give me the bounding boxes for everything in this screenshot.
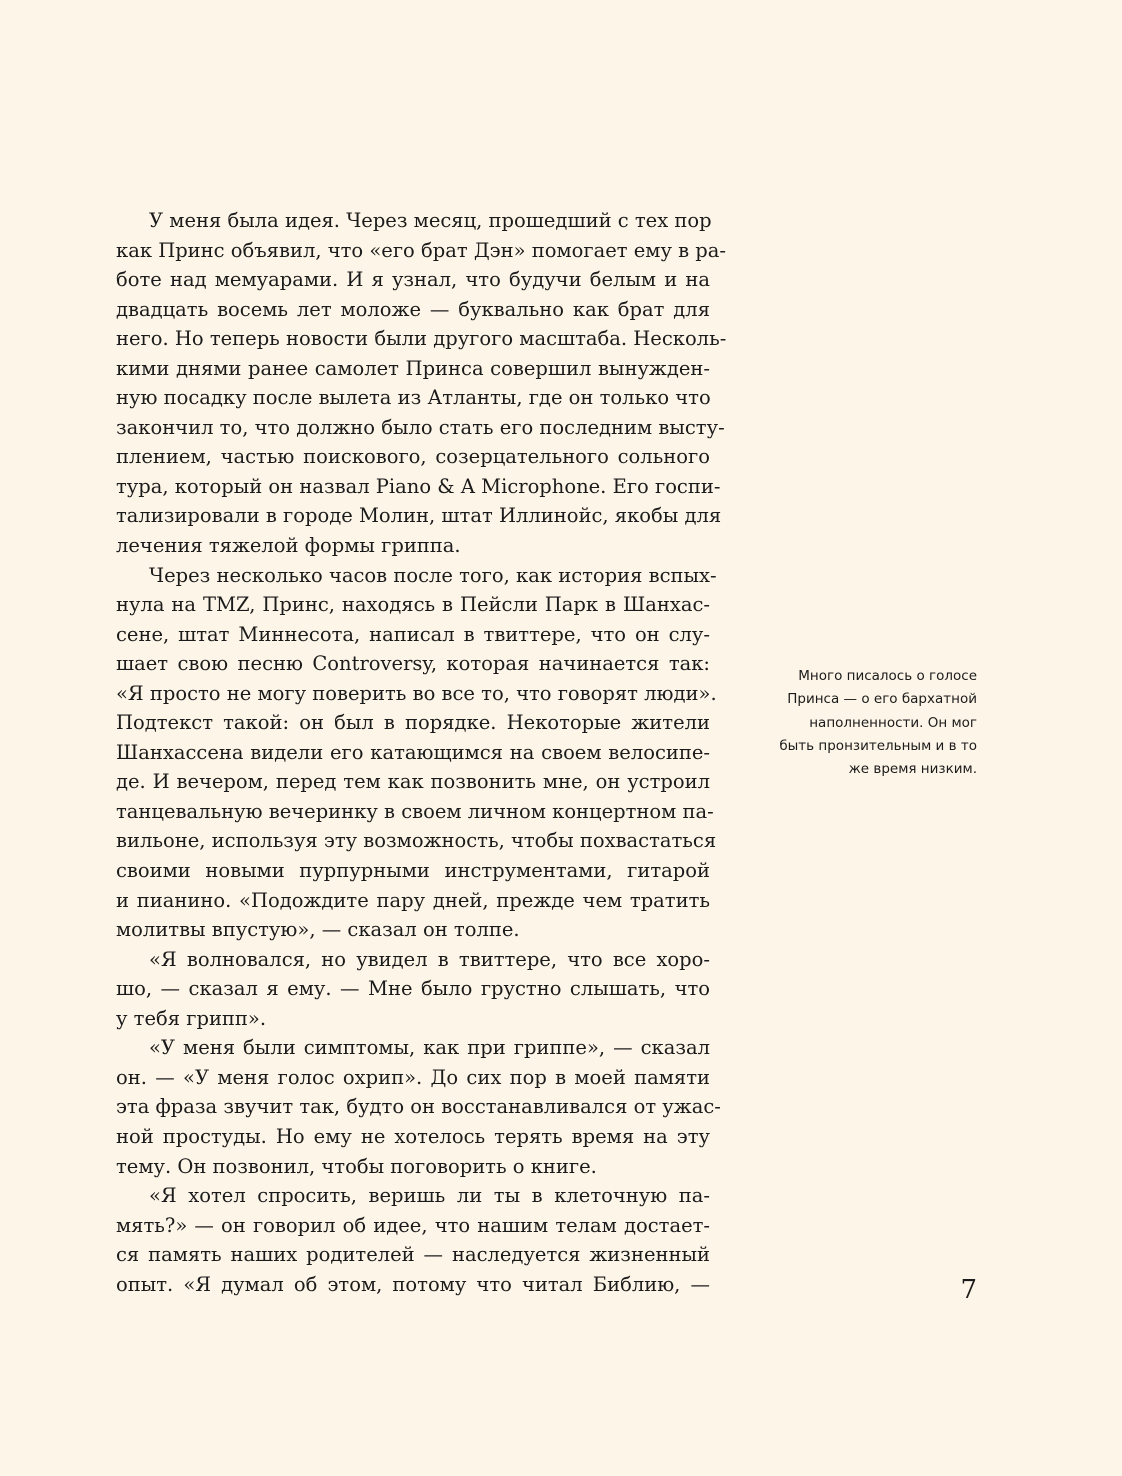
text-line: боте над мемуарами. И я узнал, что будучи белым и на bbox=[116, 268, 710, 292]
paragraph bbox=[116, 206, 727, 561]
text-line: как Принс объявил, что «его брат Дэн» помогает ему в ра- bbox=[116, 238, 726, 262]
paragraph bbox=[116, 945, 710, 1034]
text-line: него. Но теперь новости были другого масштаба. Несколь- bbox=[116, 327, 727, 351]
margin-note bbox=[740, 665, 977, 781]
paragraph bbox=[116, 561, 717, 945]
text-line: лечения тяжелой формы гриппа. bbox=[116, 534, 461, 558]
margin-note-line: Много писалось о голосе bbox=[798, 668, 977, 684]
text-line: сене, штат Миннесота, написал в твиттере, что он слу- bbox=[116, 622, 710, 646]
paragraph bbox=[116, 1181, 710, 1299]
text-line: «Я хотел спросить, веришь ли ты в клеточную па- bbox=[149, 1184, 710, 1208]
text-line: вильоне, используя эту возможность, чтобы похвастаться bbox=[116, 829, 717, 853]
text-line: тему. Он позвонил, чтобы поговорить о книге. bbox=[116, 1154, 597, 1178]
text-line: У меня была идея. Через месяц, прошедший с тех пор bbox=[149, 209, 712, 232]
body-text bbox=[116, 206, 727, 1299]
text-line: у тебя грипп». bbox=[116, 1006, 267, 1030]
text-line: Шанхассена видели его катающимся на своем велосипе- bbox=[116, 740, 710, 764]
text-line: «У меня были симптомы, как при гриппе», — сказал bbox=[149, 1036, 710, 1060]
text-line: ную посадку после вылета из Атланты, где он только что bbox=[116, 386, 711, 410]
margin-note-line: наполненности. Он мог bbox=[809, 714, 977, 731]
text-line: Подтекст такой: он был в порядке. Некоторые жители bbox=[116, 711, 710, 735]
text-line: танцевальную вечеринку в своем личном концертном па- bbox=[116, 799, 714, 823]
text-line: своими новыми пурпурными инструментами, гитарой bbox=[116, 859, 710, 883]
text-line: тура, который он назвал Piano & A Microphone. Его госпи- bbox=[116, 474, 721, 498]
text-line: опыт. «Я думал об этом, потому что читал Библию, — bbox=[116, 1272, 710, 1296]
text-line: ной простуды. Но ему не хотелось терять время на эту bbox=[116, 1124, 710, 1148]
text-line: шо, — сказал я ему. — Мне было грустно слышать, что bbox=[116, 977, 710, 1001]
text-line: мять?» — он говорил об идее, что нашим телам достает- bbox=[116, 1213, 710, 1237]
text-line: «Я волновался, но увидел в твиттере, что все хоро- bbox=[149, 947, 710, 971]
text-line: плением, частью поискового, созерцательного сольного bbox=[116, 445, 710, 469]
text-line: кими днями ранее самолет Принса совершил вынужден- bbox=[116, 356, 710, 380]
text-line: эта фраза звучит так, будто он восстанавливался от ужас- bbox=[116, 1095, 721, 1119]
margin-note-line: Принса — о его бархатной bbox=[787, 691, 977, 708]
text-line: закончил то, что должно было стать его последним высту- bbox=[116, 415, 725, 439]
text-line: шает свою песню Controversy, которая начинается так: bbox=[116, 652, 710, 676]
text-line: тализировали в городе Молин, штат Иллинойс, якобы для bbox=[116, 504, 722, 528]
text-line: «Я просто не могу поверить во все то, что говорят люди». bbox=[116, 681, 717, 705]
text-line: нула на TMZ, Принс, находясь в Пейсли Парк в Шанхас- bbox=[116, 593, 710, 617]
text-line: двадцать восемь лет моложе — буквально как брат для bbox=[116, 297, 710, 321]
margin-note-line: быть пронзительным и в то bbox=[779, 737, 977, 754]
margin-note-line: же время низким. bbox=[848, 761, 977, 778]
page-number: 7 bbox=[960, 1275, 977, 1305]
text-line: де. И вечером, перед тем как позвонить мне, он устроил bbox=[116, 770, 710, 794]
text-line: Через несколько часов после того, как история вспых- bbox=[149, 563, 717, 587]
paragraph bbox=[116, 1033, 721, 1181]
text-line: ся память наших родителей — наследуется жизненный bbox=[116, 1243, 710, 1267]
text-line: молитвы впустую», — сказал он толпе. bbox=[116, 918, 520, 942]
text-line: он. — «У меня голос охрип». До сих пор в моей памяти bbox=[116, 1065, 710, 1089]
text-line: и пианино. «Подождите пару дней, прежде чем тратить bbox=[116, 888, 710, 912]
